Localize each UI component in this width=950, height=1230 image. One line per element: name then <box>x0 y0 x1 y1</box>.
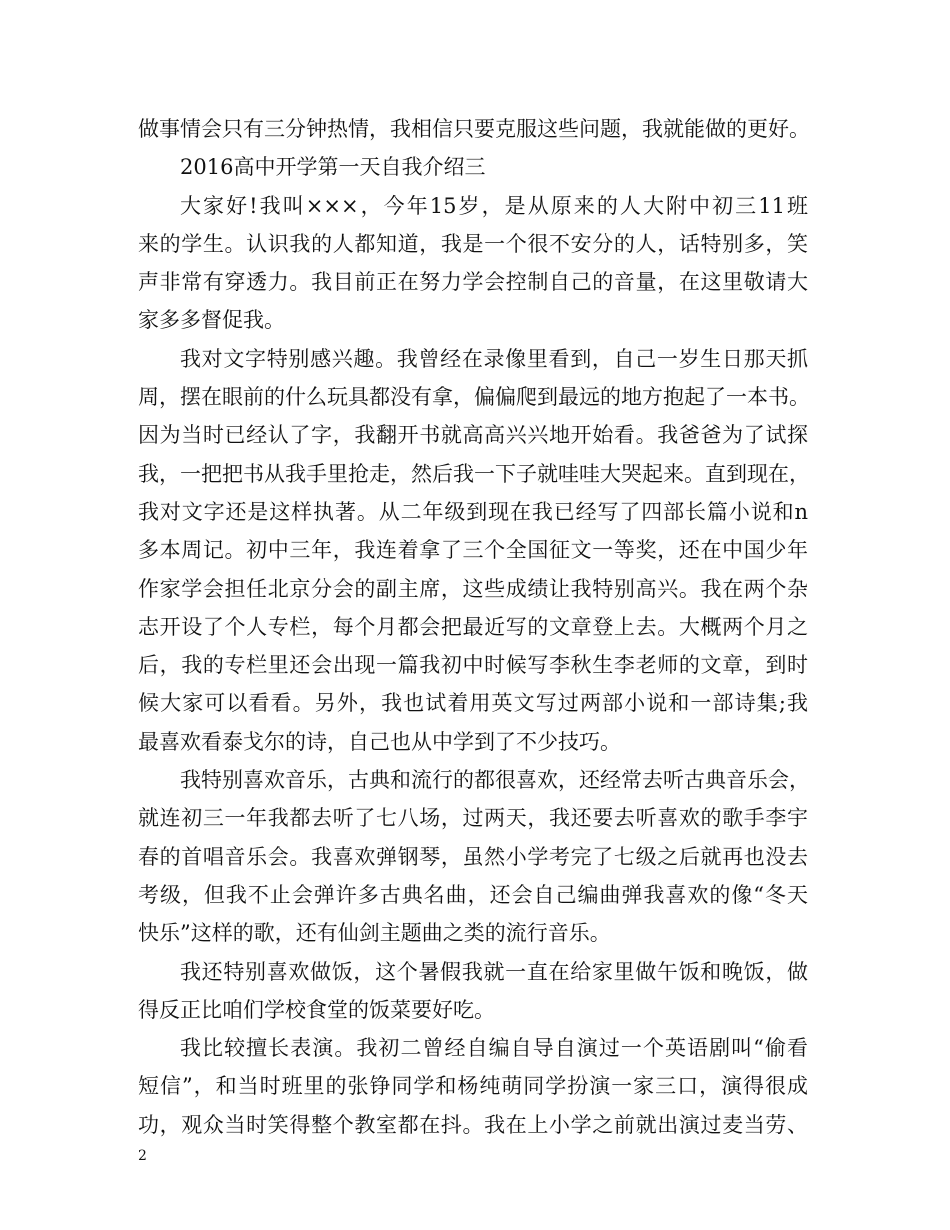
text-line: 因为当时已经认了字，我翻开书就高高兴兴地开始看。我爸爸为了试探 <box>138 423 808 448</box>
text-line: 来的学生。认识我的人都知道，我是一个很不安分的人，话特别多，笑 <box>138 231 808 256</box>
text-line: 最喜欢看泰戈尔的诗，自己也从中学到了不少技巧。 <box>138 729 621 754</box>
text-line: 我对文字还是这样执著。从二年级到现在我已经写了四部长篇小说和n <box>138 499 808 524</box>
text-line: 我特别喜欢音乐，古典和流行的都很喜欢，还经常去听古典音乐会， <box>180 768 810 793</box>
text-line: 功，观众当时笑得整个教室都在抖。我在上小学之前就出演过麦当劳、 <box>138 1112 808 1137</box>
text-line: 多本周记。初中三年，我连着拿了三个全国征文一等奖，还在中国少年 <box>138 538 808 563</box>
page-number: 2 <box>138 1148 147 1164</box>
text-line: 作家学会担任北京分会的副主席，这些成绩让我特别高兴。我在两个杂 <box>138 576 808 601</box>
text-line: 得反正比咱们学校食堂的饭菜要好吃。 <box>138 997 495 1022</box>
text-line: 短信”，和当时班里的张铮同学和杨纯萌同学扮演一家三口，演得很成 <box>138 1074 808 1099</box>
text-line: 我，一把把书从我手里抢走，然后我一下子就哇哇大哭起来。直到现在， <box>138 461 810 486</box>
text-line: 志开设了个人专栏，每个月都会把最近写的文章登上去。大概两个月之 <box>138 614 808 639</box>
text-line: 家多多督促我。 <box>138 308 285 333</box>
text-line: 做事情会只有三分钟热情，我相信只要克服这些问题，我就能做的更好。 <box>138 117 810 141</box>
text-line: 快乐”这样的歌，还有仙剑主题曲之类的流行音乐。 <box>138 921 611 946</box>
text-line: 候大家可以看看。另外，我也试着用英文写过两部小说和一部诗集;我 <box>138 691 808 716</box>
text-line: 我还特别喜欢做饭，这个暑假我就一直在给家里做午饭和晚饭，做 <box>180 959 808 984</box>
body-text <box>138 110 808 1144</box>
text-line: 后，我的专栏里还会出现一篇我初中时候写李秋生李老师的文章，到时 <box>138 653 808 678</box>
text-line: 我比较擅长表演。我初二曾经自编自导自演过一个英语剧叫“偷看 <box>180 1036 808 1061</box>
text-line: 声非常有穿透力。我目前正在努力学会控制自己的音量，在这里敬请大 <box>138 270 808 295</box>
text-line: 大家好!我叫×××，今年15岁，是从原来的人大附中初三11班 <box>180 193 808 218</box>
text-line: 周，摆在眼前的什么玩具都没有拿，偏偏爬到最远的地方抱起了一本书。 <box>138 385 810 410</box>
text-line: 就连初三一年我都去听了七八场，过两天，我还要去听喜欢的歌手李宇 <box>138 806 808 831</box>
text-line: 2016高中开学第一天自我介绍三 <box>180 155 486 180</box>
text-line: 考级，但我不止会弹许多古典名曲，还会自己编曲弹我喜欢的像“冬天 <box>138 882 808 907</box>
text-line: 春的首唱音乐会。我喜欢弹钢琴，虽然小学考完了七级之后就再也没去 <box>138 844 808 869</box>
text-line: 我对文字特别感兴趣。我曾经在录像里看到，自己一岁生日那天抓 <box>180 346 808 371</box>
